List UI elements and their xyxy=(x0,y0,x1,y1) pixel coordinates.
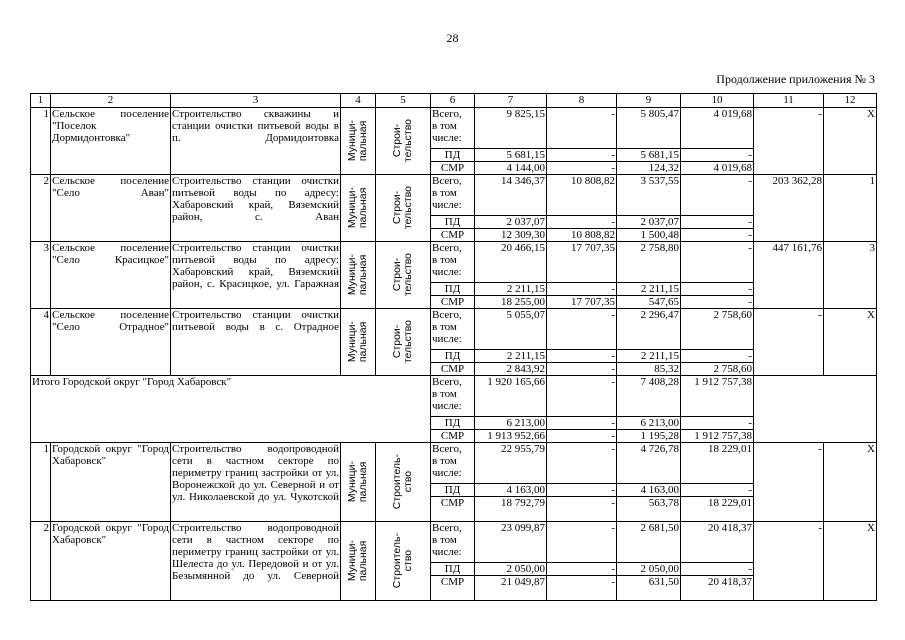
col12-value: 1 xyxy=(824,175,877,242)
value-cell: - xyxy=(681,417,754,430)
value-cell: 2 211,15 xyxy=(617,350,681,363)
header-cell: 12 xyxy=(824,94,877,108)
pd-label: ПД xyxy=(431,417,475,430)
value-cell: 20 418,37 xyxy=(681,576,754,601)
value-cell: - xyxy=(681,283,754,296)
ownership-type-text: Муници- пальная xyxy=(346,540,369,582)
value-cell: - xyxy=(547,430,617,443)
ownership-type xyxy=(341,242,376,309)
work-type xyxy=(376,175,431,242)
work-type xyxy=(376,242,431,309)
pd-label: ПД xyxy=(431,149,475,162)
row-number: 1 xyxy=(31,108,51,175)
value-cell: 1 912 757,38 xyxy=(681,430,754,443)
value-cell: 124,32 xyxy=(617,162,681,175)
value-cell: 2 758,60 xyxy=(681,363,754,376)
value-cell: 4 019,68 xyxy=(681,108,754,149)
total-label: Всего, в том числе: xyxy=(431,376,475,417)
smr-label: СМР xyxy=(431,576,475,601)
col11-value: 203 362,28 xyxy=(754,175,824,242)
work-type-text: Строи- тельство xyxy=(391,253,414,297)
col11-value: - xyxy=(754,309,824,376)
row-number: 1 xyxy=(31,443,51,522)
col11-value: - xyxy=(754,522,824,601)
settlement-name: Сельское поселение "Село Аван" xyxy=(51,175,171,242)
value-cell: - xyxy=(547,283,617,296)
value-cell: - xyxy=(547,108,617,149)
settlement-name: Городской округ "Город Хабаровск" xyxy=(51,522,171,601)
value-cell: 2 037,07 xyxy=(617,216,681,229)
smr-label: СМР xyxy=(431,162,475,175)
project-description: Строительство станции очистки питьевой воды по адресу: Хабаровский край, Вяземский район, с. Красицкое, ул. Гаражная xyxy=(171,242,341,309)
col11-value: - xyxy=(754,443,824,522)
col11-value: - xyxy=(754,108,824,175)
col12-value: X xyxy=(824,309,877,376)
pd-label: ПД xyxy=(431,350,475,363)
header-cell: 6 xyxy=(431,94,475,108)
project-description: Строительство станции очистки питьевой воды по адресу: Хабаровский край, Вяземский район, с. Аван xyxy=(171,175,341,242)
settlement-name: Сельское поселение "Село Отрадное" xyxy=(51,309,171,376)
smr-label: СМР xyxy=(431,296,475,309)
value-cell: - xyxy=(681,229,754,242)
value-cell: 1 912 757,38 xyxy=(681,376,754,417)
ownership-type xyxy=(341,309,376,376)
work-type-text: Строи- тельство xyxy=(391,320,414,364)
col12-value: X xyxy=(824,443,877,522)
total-label: Всего, в том числе: xyxy=(431,309,475,350)
value-cell: 1 195,28 xyxy=(617,430,681,443)
work-type-text: Строитель- ство xyxy=(391,454,414,510)
value-cell: 14 346,37 xyxy=(475,175,547,216)
value-cell: - xyxy=(547,216,617,229)
work-type-text: Строи- тельство xyxy=(391,119,414,163)
work-type-text: Строи- тельство xyxy=(391,186,414,230)
value-cell: 6 213,00 xyxy=(617,417,681,430)
pd-label: ПД xyxy=(431,563,475,576)
total-label: Всего, в том числе: xyxy=(431,108,475,149)
total-label: Всего, в том числе: xyxy=(431,242,475,283)
work-type xyxy=(376,443,431,522)
table-row xyxy=(31,242,877,283)
ownership-type-text: Муници- пальная xyxy=(346,187,369,229)
value-cell: - xyxy=(681,296,754,309)
value-cell: 4 163,00 xyxy=(617,484,681,497)
value-cell: 23 099,87 xyxy=(475,522,547,563)
table-row xyxy=(31,522,877,563)
value-cell: 2 758,60 xyxy=(681,309,754,350)
col12-value: 3 xyxy=(824,242,877,309)
ownership-type-text: Муници- пальная xyxy=(346,120,369,162)
appendix-note: Продолжение приложения № 3 xyxy=(716,72,875,86)
value-cell: - xyxy=(547,484,617,497)
value-cell: - xyxy=(547,363,617,376)
value-cell: 85,32 xyxy=(617,363,681,376)
col12-value: X xyxy=(824,108,877,175)
settlement-name: Городской округ "Город Хабаровск" xyxy=(51,443,171,522)
value-cell: 2 050,00 xyxy=(617,563,681,576)
value-cell: - xyxy=(547,497,617,522)
smr-label: СМР xyxy=(431,363,475,376)
data-table xyxy=(30,93,877,601)
value-cell: 20 466,15 xyxy=(475,242,547,283)
value-cell: 1 913 952,66 xyxy=(475,430,547,443)
value-cell: 22 955,79 xyxy=(475,443,547,484)
ownership-type xyxy=(341,108,376,175)
ownership-type xyxy=(341,175,376,242)
total-label: Всего, в том числе: xyxy=(431,175,475,216)
work-type xyxy=(376,522,431,601)
header-cell: 9 xyxy=(617,94,681,108)
work-type xyxy=(376,309,431,376)
value-cell: 17 707,35 xyxy=(547,296,617,309)
ownership-type xyxy=(341,522,376,601)
value-cell: - xyxy=(547,563,617,576)
table-row xyxy=(31,443,877,484)
value-cell: - xyxy=(681,149,754,162)
subtotal-row xyxy=(31,376,877,417)
col12-value: X xyxy=(824,522,877,601)
value-cell: 1 500,48 xyxy=(617,229,681,242)
value-cell: - xyxy=(547,576,617,601)
value-cell: 17 707,35 xyxy=(547,242,617,283)
value-cell: 5 681,15 xyxy=(617,149,681,162)
value-cell: - xyxy=(547,162,617,175)
value-cell: 10 808,82 xyxy=(547,229,617,242)
value-cell: - xyxy=(547,522,617,563)
value-cell: 5 805,47 xyxy=(617,108,681,149)
value-cell: - xyxy=(681,484,754,497)
value-cell: - xyxy=(547,443,617,484)
value-cell: 2 037,07 xyxy=(475,216,547,229)
value-cell: 2 843,92 xyxy=(475,363,547,376)
value-cell: 563,78 xyxy=(617,497,681,522)
value-cell: - xyxy=(681,242,754,283)
row-number: 2 xyxy=(31,175,51,242)
value-cell: - xyxy=(547,149,617,162)
value-cell: 4 144,00 xyxy=(475,162,547,175)
header-cell: 5 xyxy=(376,94,431,108)
row-number: 3 xyxy=(31,242,51,309)
value-cell: 631,50 xyxy=(617,576,681,601)
value-cell: 21 049,87 xyxy=(475,576,547,601)
value-cell: 3 537,55 xyxy=(617,175,681,216)
header-cell: 11 xyxy=(754,94,824,108)
project-description: Строительство водопроводной сети в частном секторе по периметру границ застройки от ул. Шелеста до ул. Передовой и от ул. Безымянной до ул. Северной xyxy=(171,522,341,601)
header-cell: 8 xyxy=(547,94,617,108)
value-cell: 18 229,01 xyxy=(681,497,754,522)
table-row xyxy=(31,108,877,149)
work-type-text: Строитель- ство xyxy=(391,533,414,589)
table-row xyxy=(31,309,877,350)
table-row xyxy=(31,175,877,216)
project-description: Строительство станции очистки питьевой воды в с. Отрадное xyxy=(171,309,341,376)
value-cell: 2 050,00 xyxy=(475,563,547,576)
value-cell: 18 255,00 xyxy=(475,296,547,309)
value-cell: 5 681,15 xyxy=(475,149,547,162)
value-cell: - xyxy=(547,376,617,417)
value-cell: 10 808,82 xyxy=(547,175,617,216)
total-label: Всего, в том числе: xyxy=(431,443,475,484)
ownership-type-text: Муници- пальная xyxy=(346,321,369,363)
header-cell: 10 xyxy=(681,94,754,108)
ownership-type-text: Муници- пальная xyxy=(346,461,369,503)
project-description: Строительство водопроводной сети в частном секторе по периметру границ застройки от ул. Воронежской до ул. Северной и от ул. Николаевской до ул. Чукотской xyxy=(171,443,341,522)
value-cell: - xyxy=(681,175,754,216)
total-label: Всего, в том числе: xyxy=(431,522,475,563)
value-cell: 2 211,15 xyxy=(617,283,681,296)
work-type xyxy=(376,108,431,175)
smr-label: СМР xyxy=(431,430,475,443)
empty-cell xyxy=(754,376,877,443)
subtotal-label: Итого Городской округ "Город Хабаровск" xyxy=(31,376,431,443)
value-cell: 4 019,68 xyxy=(681,162,754,175)
value-cell: - xyxy=(547,417,617,430)
value-cell: 9 825,15 xyxy=(475,108,547,149)
pd-label: ПД xyxy=(431,216,475,229)
smr-label: СМР xyxy=(431,229,475,242)
value-cell: 2 211,15 xyxy=(475,350,547,363)
value-cell: 18 792,79 xyxy=(475,497,547,522)
settlement-name: Сельское поселение "Поселок Дормидонтовка" xyxy=(51,108,171,175)
value-cell: 2 296,47 xyxy=(617,309,681,350)
col11-value: 447 161,76 xyxy=(754,242,824,309)
value-cell: 12 309,30 xyxy=(475,229,547,242)
header-cell: 4 xyxy=(341,94,376,108)
value-cell: 6 213,00 xyxy=(475,417,547,430)
value-cell: - xyxy=(681,563,754,576)
header-cell: 1 xyxy=(31,94,51,108)
header-row xyxy=(31,94,877,108)
value-cell: 4 163,00 xyxy=(475,484,547,497)
ownership-type-text: Муници- пальная xyxy=(346,254,369,296)
value-cell: 2 681,50 xyxy=(617,522,681,563)
ownership-type xyxy=(341,443,376,522)
header-cell: 3 xyxy=(171,94,341,108)
settlement-name: Сельское поселение "Село Красицкое" xyxy=(51,242,171,309)
value-cell: 7 408,28 xyxy=(617,376,681,417)
pd-label: ПД xyxy=(431,484,475,497)
value-cell: 5 055,07 xyxy=(475,309,547,350)
value-cell: 547,65 xyxy=(617,296,681,309)
header-cell: 7 xyxy=(475,94,547,108)
value-cell: 2 211,15 xyxy=(475,283,547,296)
value-cell: - xyxy=(681,350,754,363)
smr-label: СМР xyxy=(431,497,475,522)
value-cell: 2 758,80 xyxy=(617,242,681,283)
header-cell: 2 xyxy=(51,94,171,108)
page-number: 28 xyxy=(446,31,459,45)
value-cell: 4 726,78 xyxy=(617,443,681,484)
value-cell: - xyxy=(547,350,617,363)
project-description: Строительство скважины и станции очистки питьевой воды в п. Дормидонтовка xyxy=(171,108,341,175)
value-cell: - xyxy=(547,309,617,350)
value-cell: 20 418,37 xyxy=(681,522,754,563)
value-cell: - xyxy=(681,216,754,229)
value-cell: 18 229,01 xyxy=(681,443,754,484)
row-number: 4 xyxy=(31,309,51,376)
row-number: 2 xyxy=(31,522,51,601)
value-cell: 1 920 165,66 xyxy=(475,376,547,417)
pd-label: ПД xyxy=(431,283,475,296)
